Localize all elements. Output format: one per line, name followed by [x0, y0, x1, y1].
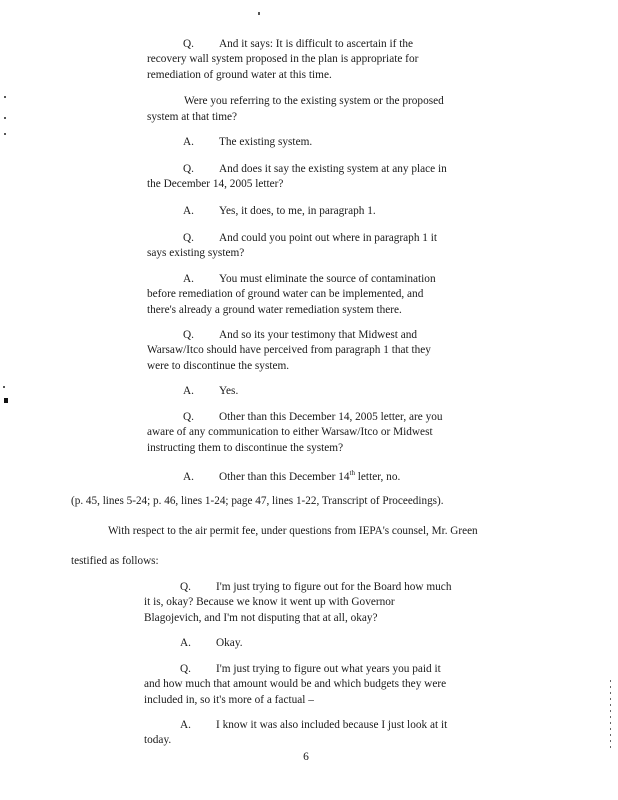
scan-speck: [3, 386, 5, 388]
qb1-line-3: Blagojevich, and I'm not disputing that at all, okay?: [144, 611, 378, 624]
qb1-cont: [144, 595, 469, 626]
narrative-line-2: testified as follows:: [71, 555, 159, 567]
qb1-line-2: it is, okay? Because we know it went up with Governor: [144, 596, 395, 608]
q5-line-2: aware of any communication to either Warsaw/Itco or Midwest: [147, 426, 433, 438]
a4-text: Yes.: [219, 385, 239, 397]
a5-superscript: th: [349, 469, 355, 477]
a3-line-1: You must eliminate the source of contamination: [219, 273, 436, 285]
q-label: Q.: [183, 232, 194, 244]
qb1-line-1: I'm just trying to figure out for the Board how much: [216, 581, 452, 593]
qb2-line-2: and how much that amount would be and which budgets they were: [144, 678, 447, 690]
a-label: A.: [180, 637, 191, 649]
q2-line-1: And does it say the existing system at any place in: [219, 163, 447, 175]
q-label: Q.: [180, 663, 191, 675]
scan-speck: [4, 96, 6, 98]
narrative-line-1: With respect to the air permit fee, under questions from IEPA's counsel, Mr. Green: [108, 525, 478, 537]
a5-text-before: Other than this December 14: [219, 470, 350, 483]
a-label: A.: [183, 136, 194, 148]
q-label: Q.: [183, 411, 194, 423]
answer-b2: [180, 718, 447, 734]
q4-line-2: Warsaw/Itco should have perceived from paragraph 1 that they: [147, 344, 431, 356]
question-1: [183, 37, 413, 53]
question-3: [183, 231, 437, 247]
q1-cont: [147, 52, 472, 83]
q3-line-2: says existing system?: [147, 247, 245, 259]
ab1-text: Okay.: [216, 637, 243, 649]
scan-speck: [4, 398, 8, 403]
scan-speck: [4, 117, 6, 119]
question-5: [183, 410, 443, 426]
q4-cont: [147, 343, 472, 374]
ab2-line-1: I know it was also included because I just look at it: [216, 719, 448, 731]
question-4: [183, 328, 417, 344]
q5-cont: [147, 425, 472, 456]
question-b2: [180, 662, 441, 678]
q1-line-2: recovery wall system proposed in the plan is appropriate for: [147, 53, 419, 65]
q4-line-1: And so its your testimony that Midwest and: [219, 329, 417, 341]
scan-speck: [610, 680, 611, 750]
a-label: A.: [183, 385, 194, 397]
citation: (p. 45, lines 5-24; p. 46, lines 1-24; page 47, lines 1-22, Transcript of Proceedings).: [71, 495, 444, 507]
qb2-line-3: included in, so it's more of a factual –: [144, 693, 314, 706]
ab2-cont: [144, 733, 469, 749]
q2-cont: [147, 177, 472, 193]
ab2-line-2: today.: [144, 734, 172, 746]
question-1b: [147, 94, 472, 125]
scan-speck: [4, 133, 6, 135]
q-label: Q.: [183, 38, 194, 50]
q-label: Q.: [180, 581, 191, 593]
question-2: [183, 162, 447, 178]
a3-line-3: there's already a ground water remediation system there.: [147, 303, 402, 316]
a-label: A.: [180, 719, 191, 731]
answer-3: [183, 272, 436, 288]
q3-cont: [147, 246, 472, 262]
q-label: Q.: [183, 163, 194, 175]
qb2-line-1: I'm just trying to figure out what years you paid it: [216, 663, 441, 675]
q1-line-1: And it says: It is difficult to ascertain if the: [219, 38, 413, 50]
q5-line-3: instructing them to discontinue the system?: [147, 441, 344, 454]
qb2-cont: [144, 677, 469, 708]
answer-4: [183, 384, 238, 400]
q1b-line-2: system at that time?: [147, 110, 238, 123]
answer-2: [183, 204, 376, 220]
scan-speck: [258, 12, 260, 15]
q1b-line-1: Were you referring to the existing system or the proposed: [184, 95, 444, 107]
a5-text-after: letter, no.: [354, 470, 401, 483]
a3-line-2: before remediation of ground water can be implemented, and: [147, 288, 424, 300]
q4-line-3: were to discontinue the system.: [147, 359, 290, 372]
q5-line-1: Other than this December 14, 2005 letter, are you: [219, 411, 443, 423]
answer-b1: [180, 636, 243, 652]
a-label: A.: [183, 470, 194, 483]
q-label: Q.: [183, 329, 194, 341]
a-label: A.: [183, 205, 194, 217]
page-number: 6: [303, 751, 309, 763]
a-label: A.: [183, 273, 194, 285]
answer-1: [183, 135, 312, 151]
answer-5: [183, 466, 400, 485]
a3-cont: [147, 287, 472, 318]
q1-line-3: remediation of ground water at this time.: [147, 68, 332, 81]
q2-line-2: the December 14, 2005 letter?: [147, 178, 284, 190]
question-b1: [180, 580, 451, 596]
a1-text: The existing system.: [219, 136, 313, 148]
q3-line-1: And could you point out where in paragraph 1 it: [219, 232, 438, 244]
a2-text: Yes, it does, to me, in paragraph 1.: [219, 205, 376, 217]
